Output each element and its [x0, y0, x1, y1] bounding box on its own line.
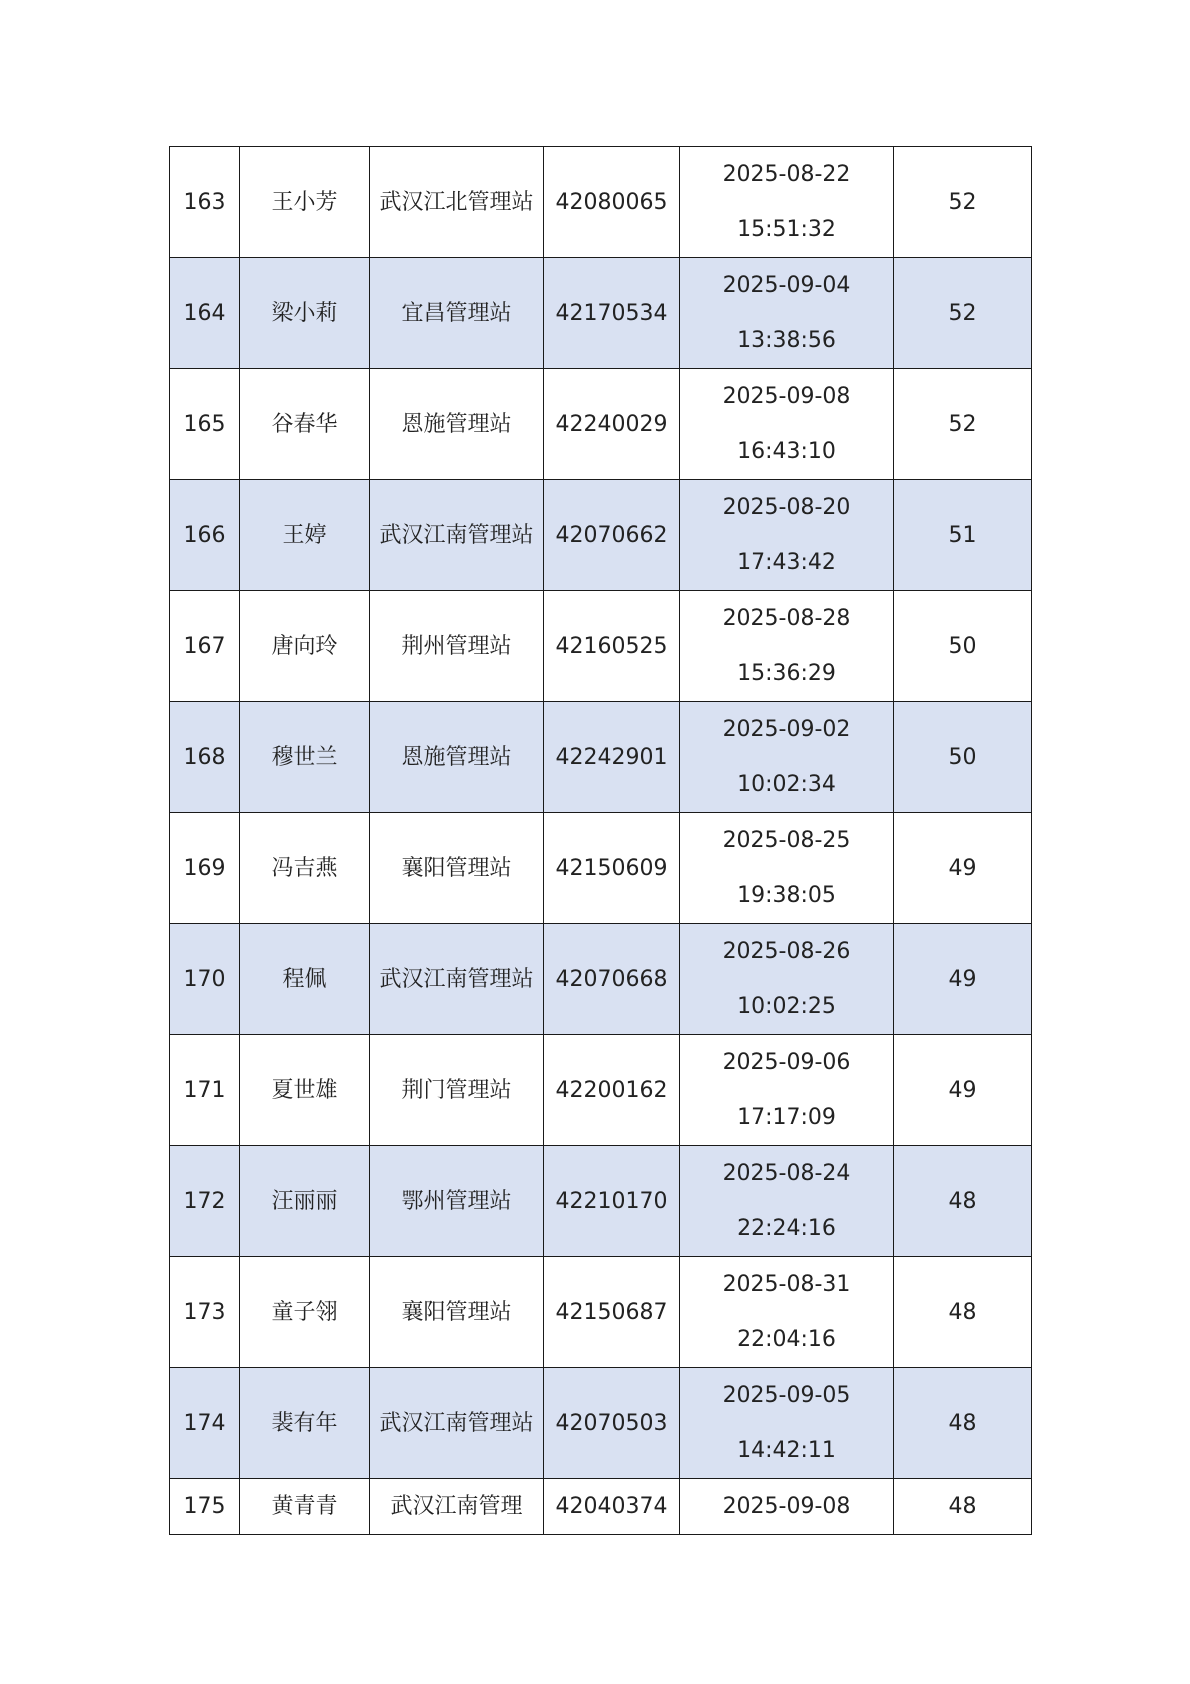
- table-row: [170, 480, 1032, 591]
- rank-cell: 174: [170, 1368, 240, 1479]
- id-cell: 42200162: [544, 1035, 680, 1146]
- id-cell: 42210170: [544, 1146, 680, 1257]
- date-text: 2025-09-05: [722, 1383, 851, 1408]
- rank-cell: 169: [170, 813, 240, 924]
- station-cell: 武汉江南管理站: [370, 1368, 544, 1479]
- rank-cell: 167: [170, 591, 240, 702]
- score-cell: 50: [894, 591, 1032, 702]
- station-cell: 襄阳管理站: [370, 813, 544, 924]
- datetime-cell: [680, 369, 894, 480]
- table-row: [170, 1368, 1032, 1479]
- datetime-cell: [680, 1479, 894, 1535]
- station-cell: 荆门管理站: [370, 1035, 544, 1146]
- name-cell: 梁小莉: [240, 258, 370, 369]
- ranking-table: [169, 146, 1032, 1535]
- date-text: 2025-08-24: [722, 1161, 851, 1186]
- datetime-cell: [680, 1257, 894, 1368]
- table-row: [170, 258, 1032, 369]
- date-text: 2025-08-26: [722, 939, 851, 964]
- table-row: [170, 702, 1032, 813]
- date-text: 2025-09-04: [722, 273, 851, 298]
- table-row: [170, 1146, 1032, 1257]
- table-row: [170, 147, 1032, 258]
- table-row: [170, 924, 1032, 1035]
- datetime-cell: [680, 702, 894, 813]
- name-cell: 汪丽丽: [240, 1146, 370, 1257]
- date-text: 2025-09-08: [722, 1494, 851, 1519]
- date-text: 2025-08-28: [722, 606, 851, 631]
- name-cell: 王小芳: [240, 147, 370, 258]
- time-text: 15:51:32: [737, 217, 836, 242]
- name-cell: 黄青青: [240, 1479, 370, 1535]
- date-text: 2025-09-06: [722, 1050, 851, 1075]
- station-cell: 武汉江南管理站: [370, 924, 544, 1035]
- id-cell: 42240029: [544, 369, 680, 480]
- date-text: 2025-08-20: [722, 495, 851, 520]
- time-text: 17:43:42: [737, 550, 836, 575]
- id-cell: 42242901: [544, 702, 680, 813]
- table-row: [170, 591, 1032, 702]
- score-cell: 49: [894, 1035, 1032, 1146]
- score-cell: 50: [894, 702, 1032, 813]
- datetime-cell: [680, 480, 894, 591]
- rank-cell: 163: [170, 147, 240, 258]
- rank-cell: 172: [170, 1146, 240, 1257]
- score-cell: 52: [894, 258, 1032, 369]
- name-cell: 穆世兰: [240, 702, 370, 813]
- station-cell: 武汉江南管理站: [370, 480, 544, 591]
- name-cell: 谷春华: [240, 369, 370, 480]
- rank-cell: 171: [170, 1035, 240, 1146]
- id-cell: 42040374: [544, 1479, 680, 1535]
- time-text: 22:04:16: [737, 1327, 836, 1352]
- score-cell: 51: [894, 480, 1032, 591]
- date-text: 2025-08-25: [722, 828, 851, 853]
- rank-cell: 166: [170, 480, 240, 591]
- id-cell: 42170534: [544, 258, 680, 369]
- time-text: 17:17:09: [737, 1105, 836, 1130]
- table-row: [170, 1257, 1032, 1368]
- station-cell: 恩施管理站: [370, 702, 544, 813]
- rank-cell: 175: [170, 1479, 240, 1535]
- datetime-cell: [680, 591, 894, 702]
- station-cell: 武汉江南管理: [370, 1479, 544, 1535]
- name-cell: 冯吉燕: [240, 813, 370, 924]
- datetime-cell: [680, 258, 894, 369]
- id-cell: 42160525: [544, 591, 680, 702]
- station-cell: 武汉江北管理站: [370, 147, 544, 258]
- time-text: 13:38:56: [737, 328, 836, 353]
- name-cell: 王婷: [240, 480, 370, 591]
- score-cell: 48: [894, 1146, 1032, 1257]
- name-cell: 童子翎: [240, 1257, 370, 1368]
- score-cell: 48: [894, 1368, 1032, 1479]
- table-row: [170, 1479, 1032, 1535]
- table-row: [170, 369, 1032, 480]
- date-text: 2025-08-31: [722, 1272, 851, 1297]
- score-cell: 52: [894, 147, 1032, 258]
- station-cell: 鄂州管理站: [370, 1146, 544, 1257]
- rank-cell: 170: [170, 924, 240, 1035]
- name-cell: 夏世雄: [240, 1035, 370, 1146]
- datetime-cell: [680, 1035, 894, 1146]
- time-text: 22:24:16: [737, 1216, 836, 1241]
- rank-cell: 165: [170, 369, 240, 480]
- score-cell: 48: [894, 1479, 1032, 1535]
- station-cell: 襄阳管理站: [370, 1257, 544, 1368]
- id-cell: 42070668: [544, 924, 680, 1035]
- time-text: 15:36:29: [737, 661, 836, 686]
- id-cell: 42150609: [544, 813, 680, 924]
- score-cell: 52: [894, 369, 1032, 480]
- score-cell: 49: [894, 924, 1032, 1035]
- id-cell: 42070503: [544, 1368, 680, 1479]
- station-cell: 恩施管理站: [370, 369, 544, 480]
- table-row: [170, 1035, 1032, 1146]
- score-cell: 48: [894, 1257, 1032, 1368]
- date-text: 2025-08-22: [722, 162, 851, 187]
- time-text: 10:02:34: [737, 772, 836, 797]
- rank-cell: 164: [170, 258, 240, 369]
- datetime-cell: [680, 1368, 894, 1479]
- station-cell: 宜昌管理站: [370, 258, 544, 369]
- time-text: 14:42:11: [737, 1438, 836, 1463]
- date-text: 2025-09-08: [722, 384, 851, 409]
- id-cell: 42080065: [544, 147, 680, 258]
- id-cell: 42150687: [544, 1257, 680, 1368]
- table-row: [170, 813, 1032, 924]
- datetime-cell: [680, 147, 894, 258]
- score-cell: 49: [894, 813, 1032, 924]
- name-cell: 程佩: [240, 924, 370, 1035]
- time-text: 19:38:05: [737, 883, 836, 908]
- name-cell: 裴有年: [240, 1368, 370, 1479]
- ranking-table-body: [170, 147, 1032, 1535]
- datetime-cell: [680, 813, 894, 924]
- time-text: 10:02:25: [737, 994, 836, 1019]
- datetime-cell: [680, 1146, 894, 1257]
- time-text: 16:43:10: [737, 439, 836, 464]
- date-text: 2025-09-02: [722, 717, 851, 742]
- station-cell: 荆州管理站: [370, 591, 544, 702]
- datetime-cell: [680, 924, 894, 1035]
- rank-cell: 173: [170, 1257, 240, 1368]
- name-cell: 唐向玲: [240, 591, 370, 702]
- id-cell: 42070662: [544, 480, 680, 591]
- rank-cell: 168: [170, 702, 240, 813]
